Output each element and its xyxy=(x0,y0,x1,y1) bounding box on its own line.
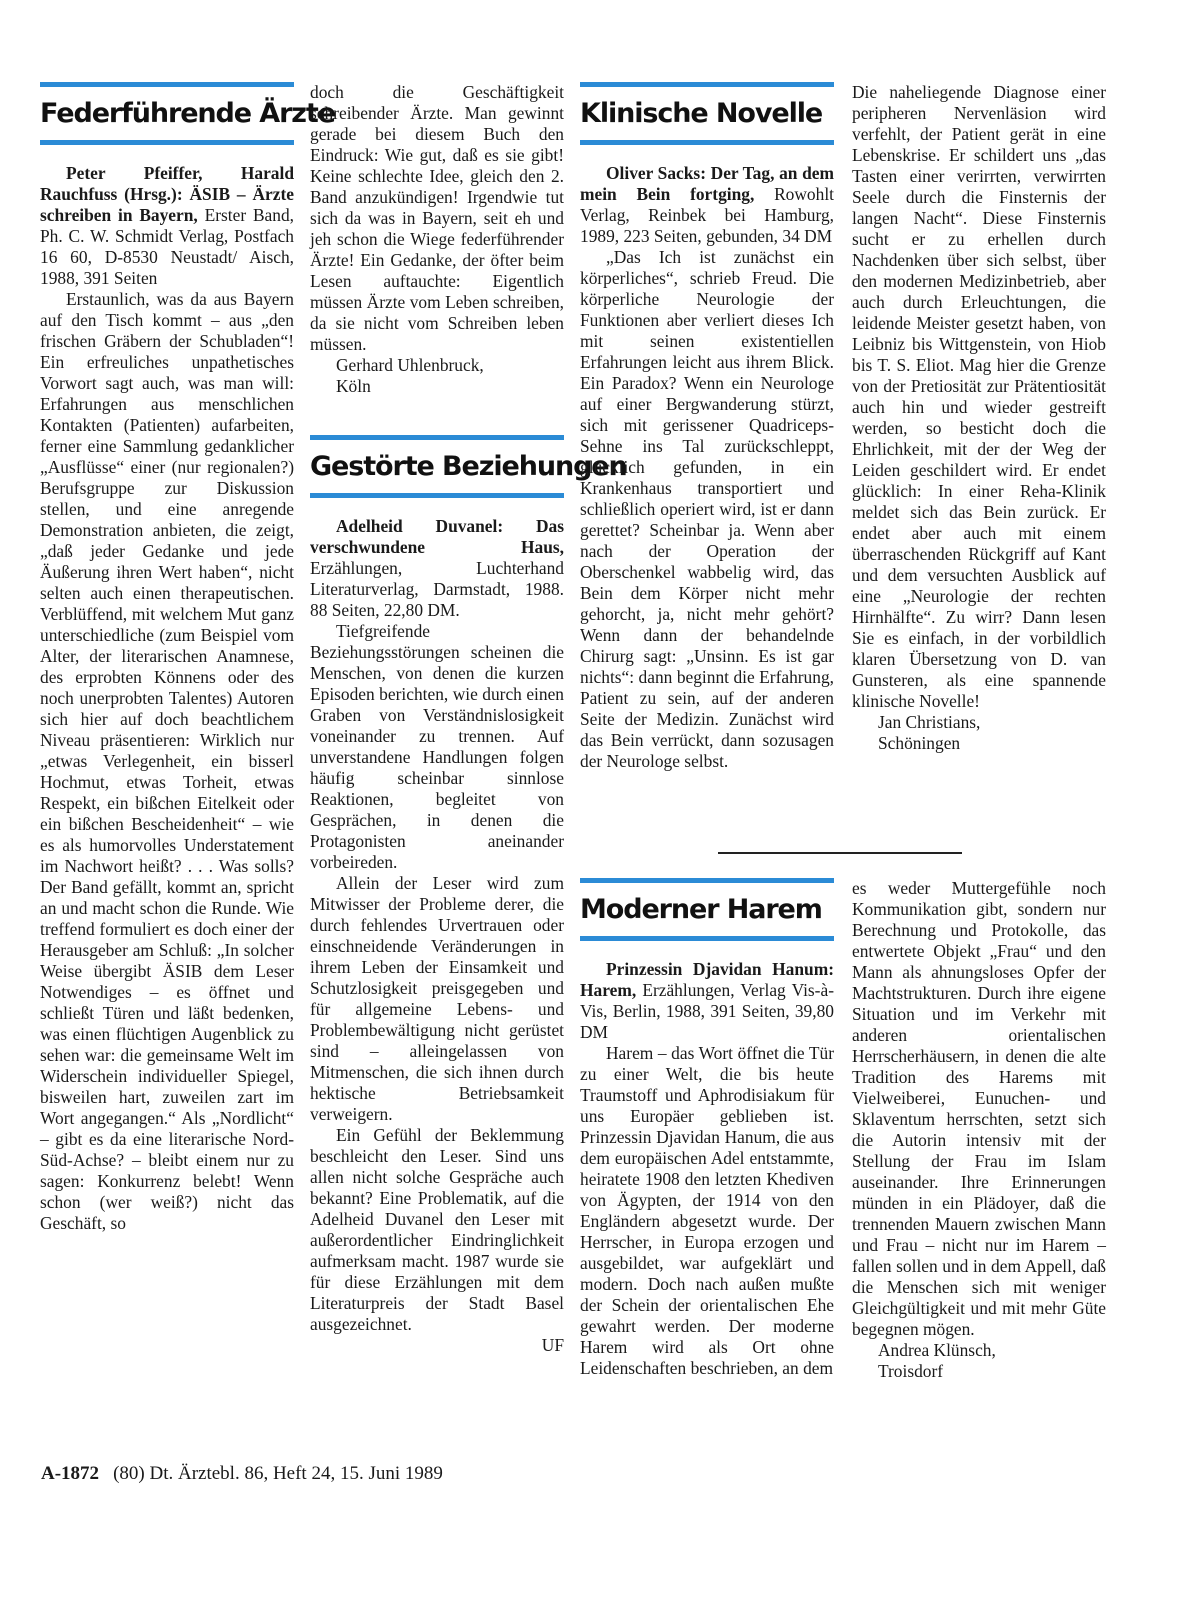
section-divider-line xyxy=(718,852,962,854)
article-title: Moderner Harem xyxy=(580,894,822,925)
book-reference xyxy=(580,959,834,1043)
article-body-continuation: Die naheliegende Diagnose einer peripheren Nervenläsion wird verfehlt, der Patient gerät in eine Lebenskrise. Er schildert uns „das Tasten einer verirrten, verwirrten Seele durch die Finsternis der langen Nacht“. Diese Finsternis sucht er zu erhellen durch Nachdenken über sich selbst, über den modernen Medizinbetrieb, aber auch durch Erleuchtungen, die leidende Meister gesetzt haben, von Leibniz bis Wittgenstein, von Hiob bis T. S. Eliot. Mag hier die Grenze von der Pretiosität zur Prätentiosität auch hin und wieder gestreift werden, so besticht doch die Ehrlichkeit, mit der der Weg der Leiden geschildert wird. Er endet glücklich: In einer Reha-Klinik meldet sich das Bein zurück. Er endet aber auch mit einem überraschenden Rückgriff auf Kant und dem versuchten Ausblick auf eine „Neurologie der rechten Hirnhälfte“. Zu wirr? Dann lesen Sie es einfach, in der vorbildlich klaren Übersetzung von D. van Gunsteren, als eine spannende klinische Novelle! xyxy=(852,82,1106,711)
book-reference-details: Erzählungen, Luchterhand Literaturverlag, Darmstadt, 1988. 88 Seiten, 22,80 DM. xyxy=(310,558,564,620)
book-reference xyxy=(310,516,564,621)
author-name: Andrea Klünsch, xyxy=(878,1340,996,1360)
book-reference-authors: Adelheid Duvanel: Das verschwundene Haus, xyxy=(310,516,564,557)
book-reference-details: Erster Band, Ph. C. W. Schmidt Verlag, Postfach 16 60, D-8530 Neustadt/ Aisch, 1988, 391 Seiten xyxy=(40,205,295,288)
journal-citation: (80) Dt. Ärztebl. 86, Heft 24, 15. Juni 1989 xyxy=(113,1463,443,1484)
author-city: Köln xyxy=(336,376,371,396)
column-3-top xyxy=(580,82,834,844)
article-signature: UF xyxy=(541,1335,564,1355)
book-reference xyxy=(40,163,294,289)
article-header-harem xyxy=(580,878,834,941)
article-title: Federführende Ärzte xyxy=(40,98,335,129)
blue-rule-bottom xyxy=(310,493,564,498)
book-reference-details: Rowohlt Verlag, Reinbek bei Hamburg, 1989, 223 Seiten, gebunden, 34 DM xyxy=(580,184,834,246)
article-header-federfuehrende xyxy=(40,82,335,145)
article-body-text: „Das Ich ist zunächst ein körperliches“, schrieb Freud. Die körperliche Neurologie der Funktionen aber verliert dieses Ich mit seinen existentiellen Erfahrungen leicht aus ihrem Blick. Ein Paradox? Wenn ein Neurologe auf einer Bergwanderung stürzt, sich mit gerissener Quadriceps-Sehne ins Tal zurückschleppt, glücklich gefunden, in ein Krankenhaus transportiert und schließlich operiert wird, ist er dann gerettet? Scheinbar ja. Wenn aber nach der Operation der Oberschenkel wabbelig wird, das Bein dem Körper nicht mehr gehorcht, ja, nicht mehr gehört? Wenn dann der behandelnde Chirurg sagt: „Unsinn. Es ist gar nichts“: dann beginnt die Erfahrung, Patient zu sein, auf der anderen Seite der Medizin. Zunächst wird das Bein verrückt, dann sozusagen der Neurologe selbst. xyxy=(580,247,834,771)
book-reference-authors: Prinzessin Djavidan Hanum: Harem, xyxy=(580,959,834,1000)
book-reference-authors: Oliver Sacks: Der Tag, an dem mein Bein fortging, xyxy=(580,163,834,204)
column-3-bottom xyxy=(580,878,834,1433)
article-paragraph: Ein Gefühl der Beklemmung beschleicht den Leser. Sind uns allen nicht solche Gespräche auch bekannt? Eine Problematik, auf die Adelheid Duvanel den Leser mit außerordentlicher Eindringlichkeit aufmerksam macht. 1987 wurde sie für diese Erzählungen mit dem Literaturpreis der Stadt Basel ausgezeichnet. xyxy=(310,1125,564,1334)
author-city: Troisdorf xyxy=(878,1361,944,1381)
article-body-text: Erstaunlich, was da aus Bayern auf den Tisch kommt – aus „den frischen Gräbern der Schubladen“! Ein erfreuliches unpathetisches Vorwort sagt auch, was man will: Erfahrungen aus menschlichen Kontakten (Patienten) aufarbeiten, ferner eine Sammlung gedanklicher „Ausflüsse“ einer (nur regionalen?) Berufsgruppe zur Diskussion stellen, und eine anregende Demonstration anbieten, die zeigt, „daß jeder Gedanke und jede Äußerung ihren Wert haben“, nicht selten auch einen therapeutischen. Verblüffend, mit welchem Mut ganz unterschiedliche (zum Beispiel vom Alter, der literarischen Anamnese, des erprobten Könnens oder des noch unerprobten Talentes) Autoren sich hier auf doch beachtlichem Niveau präsentieren: Wirklich nur „etwas Verlegenheit, ein bisserl Hochmut, etwas Torheit, etwas Respekt, ein bißchen Eitelkeit oder ein bißchen Bescheidenheit“ – wie es als humorvolles Understatement im Nachwort heißt? . . . Was solls? Der Band gefällt, kommt an, spricht an und macht schon die Runde. Wie treffend formuliert es doch einer der Herausgeber am Schluß: „In solcher Weise übergibt ÄSIB dem Leser Notwendiges – es öffnet und schließt Türen und läßt bedenken, was einen flüchtigen Augenblick zu sehen war: die gemeinsame Welt im Widerschein individueller Spiegel, bisweilen hart, zuweilen zart im Wort angegangen.“ Als „Nordlicht“ – gibt es da eine literarische Nord-Süd-Achse? – bleibt einem nur zu sagen: Konkurrenz belebt! Wenn schon (wer weiß?) nicht das Geschäft, so xyxy=(40,289,294,1233)
blue-rule-bottom xyxy=(40,140,294,145)
author-city: Schöningen xyxy=(878,733,961,753)
article-title: Klinische Novelle xyxy=(580,98,823,129)
page-number: A-1872 xyxy=(41,1463,100,1484)
article-header-klinische xyxy=(580,82,834,145)
article-body-text: Harem – das Wort öffnet die Tür zu einer Welt, die bis heute Traumstoff und Aphrodisiakum für uns Europäer geblieben ist. Prinzessin Djavidan Hanum, die aus dem europäischen Adel entstammte, heiratete 1908 den letzten Khediven von Ägypten, der 1914 von den Engländern abgesetzt wurde. Der Herrscher, in Europa erzogen und ausgebildet, war aufgeklärt und modern. Doch nach außen mußte der Schein der orientalischen Ehe gewahrt werden. Der moderne Harem wird als Ort ohne Leidenschaften beschrieben, an dem xyxy=(580,1043,834,1378)
book-reference-details: Erzählungen, Verlag Vis-à-Vis, Berlin, 1988, 391 Seiten, 39,80 DM xyxy=(580,980,834,1042)
book-reference-authors: Peter Pfeiffer, Harald Rauchfuss (Hrsg.): ÄSIB – Ärzte schreiben in Bayern, xyxy=(40,163,294,225)
article-header-gestoerte xyxy=(310,435,627,498)
article-paragraph: Allein der Leser wird zum Mitwisser der Probleme derer, die durch fehlendes Urvertrauen oder einschneidende Veränderungen in ihrem Leben der Einsamkeit und Schutzlosigkeit preisgegeben und für allgemeine Lebens- und Problembewältigung nicht gerüstet sind – alleingelassen von Mitmenschen, die sich ihnen durch hektische Betriebsamkeit verweigern. xyxy=(310,873,564,1124)
column-1 xyxy=(40,82,335,1432)
blue-rule-bottom xyxy=(580,140,834,145)
article-body-continuation: es weder Muttergefühle noch Kommunikation gibt, sondern nur Berechnung und Protokolle, das entwertete Objekt „Frau“ und den Mann als ahnungsloses Opfer der Machtstrukturen. Durch ihre eigene Situation und im Verkehr mit anderen orientalischen Herrscherhäusern, in denen die alte Tradition des Harems mit Vielweiberei, Eunuchen- und Sklaventum herrschten, setzt sich die Autorin intensiv mit der Stellung der Frau im Islam auseinander. Ihre Erinnerungen münden in ein Plädoyer, daß die trennenden Mauern zwischen Mann und Frau – nicht nur im Harem – fallen sollen und in dem Appell, daß die Menschen sich mit weniger Gleichgültigkeit und mit mehr Güte begegnen mögen. xyxy=(852,878,1106,1339)
column-2 xyxy=(310,82,627,1432)
article-title: Gestörte Beziehungen xyxy=(310,451,627,482)
article-paragraph: Tiefgreifende Beziehungsstörungen scheinen die Menschen, von denen die kurzen Episoden berichten, wie durch einen Graben von Verständnislosigkeit voneinander zu trennen. Auf unverstandene Handlungen folgen häufig scheinbar sinnlose Reaktionen, begleitet von Gesprächen, in denen die Protagonisten aneinander vorbeireden. xyxy=(310,621,564,872)
column-4-bottom xyxy=(852,878,1106,1433)
book-reference xyxy=(580,163,834,247)
author-name: Gerhard Uhlenbruck, xyxy=(336,355,484,375)
page-footer xyxy=(41,1462,443,1486)
column-4-top xyxy=(852,82,1106,844)
blue-rule-bottom xyxy=(580,936,834,941)
author-name: Jan Christians, xyxy=(878,712,981,732)
article-body-continuation: doch die Geschäftigkeit schreibender Ärzte. Man gewinnt gerade bei diesem Buch den Eindruck: Wie gut, daß es sie gibt! Keine schlechte Idee, gleich den 2. Band anzukündigen! Irgendwie tut sich da was in Bayern, seit eh und jeh schon die Wiege federführender Ärzte! Ein Gedanke, der öfter beim Lesen auftauchte: Eigentlich müssen Ärzte vom Leben schreiben, da sie nicht vom Schreiben leben müssen. xyxy=(310,82,564,354)
